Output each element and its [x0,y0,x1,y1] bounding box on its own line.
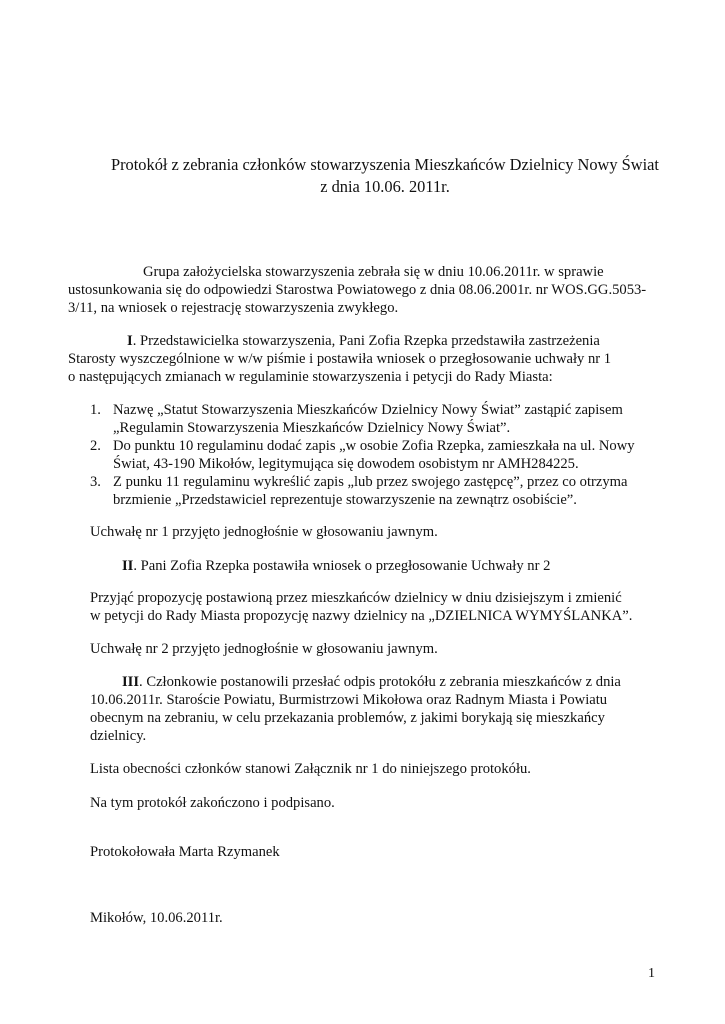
intro-line-2: ustosunkowania się do odpowiedzi Starostwa Powiatowego z dnia 08.06.2001r. nr WOS.GG.5053- [68,282,647,298]
intro-line-3: 3/11, na wniosek o rejestrację stowarzyszenia zwykłego. [68,300,399,316]
section-2-text: . Pani Zofia Rzepka postawiła wniosek o przegłosowanie Uchwały nr 2 [133,558,551,574]
section-3-line-1 [122,673,621,691]
section-2-line [122,557,550,575]
recorder-signature-line: Protokołowała Marta Rzymanek [90,844,280,860]
section-1-text: . Przedstawicielka stowarzyszenia, Pani Zofia Rzepka przedstawiła zastrzeżenia [132,333,600,349]
list-item-1-line-1: Nazwę „Statut Stowarzyszenia Mieszkańców Dzielnicy Nowy Świat” zastąpić zapisem [113,402,623,418]
proposal-line-1: Przyjąć propozycję postawioną przez mieszkańców dzielnicy w dniu dzisiejszym i zmienić [90,590,622,606]
resolution-2: Uchwałę nr 2 przyjęto jednogłośnie w głosowaniu jawnym. [90,641,438,657]
section-3-numeral: III [122,674,140,690]
page-number: 1 [648,966,655,981]
document-title-date: z dnia 10.06. 2011r. [320,177,450,196]
proposal-line-2: w petycji do Rady Miasta propozycję nazwy dzielnicy na „DZIELNICA WYMYŚLANKA”. [90,608,633,624]
resolution-1: Uchwałę nr 1 przyjęto jednogłośnie w głosowaniu jawnym. [90,524,438,540]
section-3-line-3: obecnym na zebraniu, w celu przekazania problemów, z jakimi borykają się mieszkańcy [90,710,605,726]
attendance-note: Lista obecności członków stanowi Załącznik nr 1 do niniejszego protokółu. [90,761,531,777]
list-item-3-line-1: Z punku 11 regulaminu wykreślić zapis „lub przez swojego zastępcę”, przez co otrzyma [113,474,628,490]
list-item-2-line-2: Świat, 43-190 Mikołów, legitymująca się dowodem osobistym nr AMH284225. [113,456,579,472]
section-3-line-4: dzielnicy. [90,728,147,744]
closing-note: Na tym protokół zakończono i podpisano. [90,795,335,811]
section-1-numeral: I [127,333,133,349]
section-3-text: . Członkowie postanowili przesłać odpis protokółu z zebrania mieszkańców z dnia [139,674,621,690]
list-item-1-line-2: „Regulamin Stowarzyszenia Mieszkańców Dzielnicy Nowy Świat”. [113,420,511,436]
section-1-line-3: o następujących zmianach w regulaminie stowarzyszenia i petycji do Rady Miasta: [68,369,553,385]
list-item-2-line-1: Do punktu 10 regulaminu dodać zapis „w osobie Zofia Rzepka, zamieszkała na ul. Nowy [113,438,635,454]
list-item-1-number: 1. [90,402,101,418]
section-2-numeral: II [122,558,134,574]
document-title: Protokół z zebrania członków stowarzyszenia Mieszkańców Dzielnicy Nowy Świat [110,155,659,174]
section-1-line-1 [127,332,600,350]
section-3-line-2: 10.06.2011r. Staroście Powiatu, Burmistrzowi Mikołowa oraz Radnym Miasta i Powiatu [90,692,608,708]
section-1-line-2: Starosty wyszczególnione w w/w piśmie i postawiła wniosek o przegłosowanie uchwały nr 1 [68,351,612,367]
list-item-3-line-2: brzmienie „Przedstawiciel reprezentuje stowarzyszenie na zewnątrz osobiście”. [113,492,577,508]
list-item-2-number: 2. [90,438,101,454]
place-and-date: Mikołów, 10.06.2011r. [90,910,223,926]
list-item-3-number: 3. [90,474,101,490]
intro-line-1: Grupa założycielska stowarzyszenia zebrała się w dniu 10.06.2011r. w sprawie [143,264,604,280]
